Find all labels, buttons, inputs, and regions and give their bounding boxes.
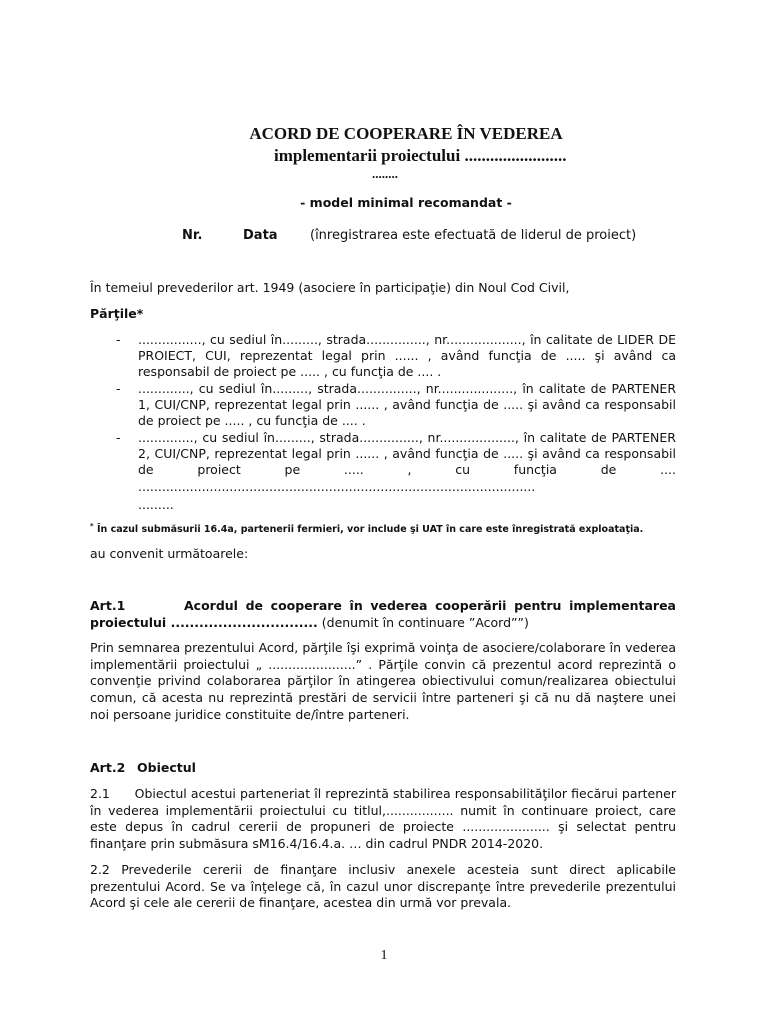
party-text-tail: .........: [138, 497, 174, 512]
art1-title: [90, 598, 676, 631]
data-label: Data: [243, 228, 278, 243]
footnote-text: În cazul submăsurii 16.4a, partenerii fermieri, vor include şi UAT în care este înregistrată exploataţia.: [93, 524, 644, 536]
title-line-2: implementarii proiectului ........................: [274, 146, 567, 165]
art1-title-note: (denumit în continuare ”Acord””): [317, 614, 529, 630]
agreed-line: au convenit următoarele:: [90, 546, 249, 561]
nr-label: Nr.: [182, 228, 203, 243]
registration-note: (înregistrarea este efectuată de liderul de proiect): [310, 228, 637, 243]
art2-label: Art.2: [90, 760, 126, 775]
footnote: [90, 522, 643, 535]
party-text: ............., cu sediul în........., strada..............., nr..................., în calitate de PARTENER 1, CUI/CNP, reprezentat legal prin ...... , având funcţia de ..... şi având ca responsabil de proiect pe ..... , cu funcţia de .... .: [138, 381, 676, 429]
art1-body: Prin semnarea prezentului Acord, părţile îşi exprimă voinţa de asociere/colaborare în vederea implementării proiectului „ ......................” . Părţile convin că prezentul acord reprezintă o convenţie privind colaborarea părţilor în atingerea obiectivului comun/realizarea obiectului comun, că acesta nu reprezintă prestări de servicii între parteneri şi că nu dă naştere unei noi persoane juridice constituite de/între parteneri.: [90, 640, 676, 722]
art1-label: Art.1: [90, 598, 126, 613]
subtitle: - model minimal recomandat -: [300, 195, 512, 210]
title-line-3: ........: [372, 166, 398, 181]
intro-paragraph: În temeiul prevederilor art. 1949 (asociere în participaţie) din Noul Cod Civil,: [90, 280, 570, 295]
art2-paragraph-1: 2.1 Obiectul acestui parteneriat îl reprezintă stabilirea responsabilităţilor fiecărui partener în vederea implementării proiectului cu titlul,................. numit în continuare proiect, care este depus în cadrul cererii de propuneri de proiecte ...................... şi selectat pentru finanţare prin submăsura sM16.4/16.4.a. … din cadrul PNDR 2014-2020.: [90, 786, 680, 852]
art1-title-text: Acordul de cooperare în vederea cooperării pentru implementarea proiectului ...............................: [90, 598, 676, 630]
parties-heading: Părţile*: [90, 306, 144, 321]
party-text: ................, cu sediul în........., strada..............., nr..................., în calitate de LIDER DE PROIECT, CUI, reprezentat legal prin ...... , având funcţia de ..... şi având ca responsabil de proiect pe ..... , cu funcţia de .... .: [138, 332, 676, 380]
list-dash: -: [116, 332, 121, 347]
title-line-1: ACORD DE COOPERARE ÎN VEDEREA: [249, 124, 563, 143]
art2-paragraph-2: 2.2 Prevederile cererii de finanţare inclusiv anexele acesteia sunt direct aplicabile prezentului Acord. Se va înţelege că, în cazul unor discrepanţe între prevederile prezentului Acord şi cele ale cererii de finanţare, acestea din urmă vor prevala.: [90, 862, 676, 911]
list-dash: -: [116, 381, 121, 396]
list-dash: -: [116, 430, 121, 445]
footnote-mark: *: [90, 522, 94, 530]
page-number: 1: [380, 948, 388, 963]
art2-title: Obiectul: [137, 760, 196, 775]
party-text: .............., cu sediul în........., strada..............., nr..................., în calitate de PARTENER 2, CUI/CNP, reprezentat legal prin ...... , având funcţia de ..... şi având ca responsabil de proiect pe ..... , cu funcţia de .... ....................................................................................................: [138, 430, 676, 494]
